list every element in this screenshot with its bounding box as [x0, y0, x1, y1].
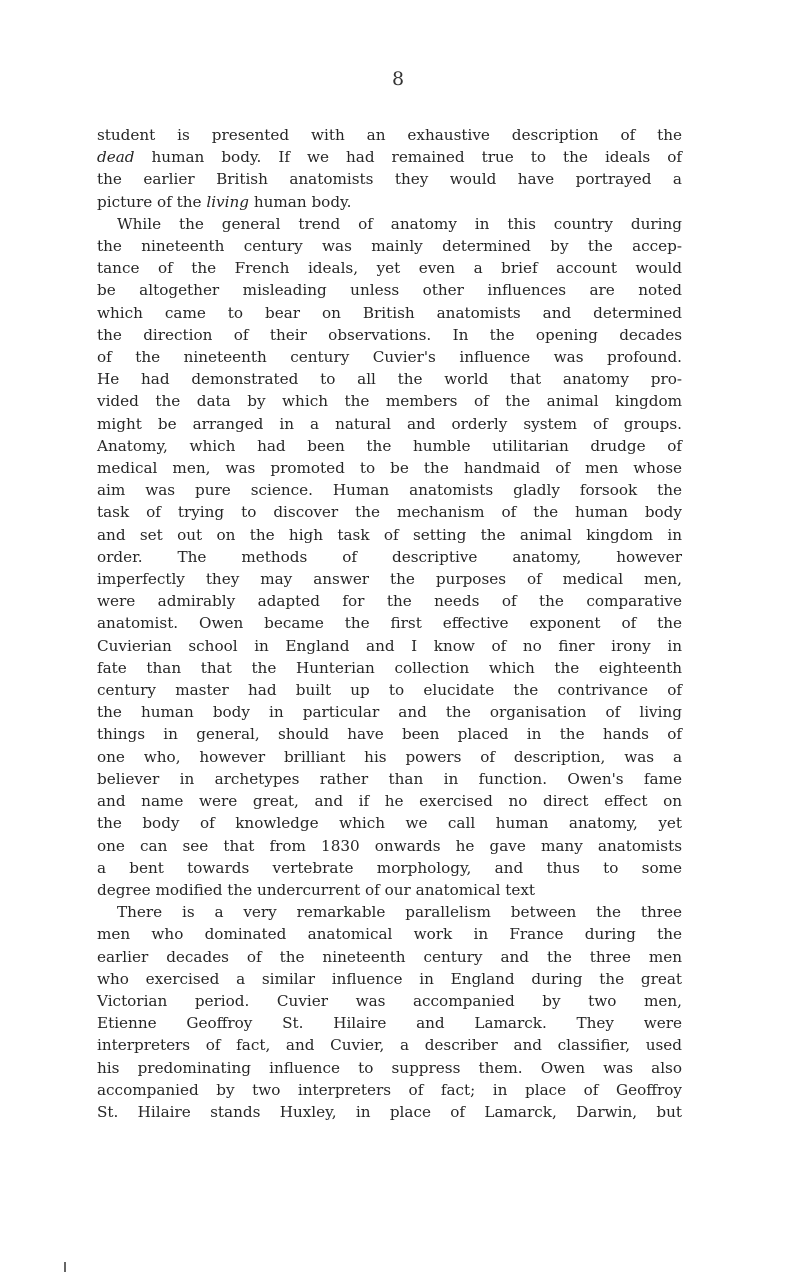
- margin-mark: [64, 1262, 66, 1272]
- text-line: He had demonstrated to all the world that anatomy pro-: [97, 370, 682, 389]
- text-line: degree modified the undercurrent of our anatomical text: [97, 880, 536, 899]
- text-line: task of trying to discover the mechanism of the human body: [97, 503, 682, 522]
- text-line: the human body in particular and the organisation of living: [97, 703, 682, 722]
- text-line: tance of the French ideals, yet even a brief account would: [97, 259, 682, 278]
- text-line: century master had built up to elucidate the contrivance of: [97, 681, 682, 700]
- text-line: one who, however brilliant his powers of description, was a: [97, 747, 682, 766]
- text-line: who exercised a similar influence in England during the great: [97, 969, 682, 988]
- text-line: earlier decades of the nineteenth century and the three men: [97, 947, 682, 966]
- text-line: medical men, was promoted to be the handmaid of men whose: [97, 459, 682, 478]
- body-text: [97, 124, 682, 1123]
- text-line: be altogether misleading unless other influences are noted: [97, 281, 682, 300]
- text-line: were admirably adapted for the needs of the comparative: [97, 592, 682, 611]
- text-line: Victorian period. Cuvier was accompanied by two men,: [97, 991, 682, 1010]
- text-line: order. The methods of descriptive anatomy, however: [97, 547, 682, 566]
- text-line: accompanied by two interpreters of fact; in place of Geoffroy: [97, 1080, 682, 1099]
- text-line: student is presented with an exhaustive description of the: [97, 126, 682, 144]
- text-line: might be arranged in a natural and orderly system of groups.: [97, 414, 682, 433]
- paragraph-2: [97, 213, 682, 901]
- text-line: imperfectly they may answer the purposes of medical men,: [97, 570, 682, 589]
- emphasis-dead: dead: [97, 148, 135, 167]
- text-line: and name were great, and if he exercised no direct effect on: [97, 792, 682, 811]
- text-line: Etienne Geoffroy St. Hilaire and Lamarck. They were: [97, 1014, 682, 1033]
- text-line: one can see that from 1830 onwards he gave many anatomists: [97, 836, 682, 855]
- text-line: of the nineteenth century Cuvier's influence was profound.: [97, 348, 682, 367]
- text-line: the body of knowledge which we call human anatomy, yet: [97, 814, 682, 833]
- text-line: fate than that the Hunterian collection which the eighteenth: [97, 658, 682, 677]
- text-line: the direction of their observations. In the opening decades: [97, 325, 682, 344]
- text-span: picture of the: [97, 192, 207, 211]
- text-line: which came to bear on British anatomists and determined: [97, 303, 682, 322]
- text-line: While the general trend of anatomy in this country during: [117, 214, 682, 233]
- text-line: things in general, should have been placed in the hands of: [97, 725, 682, 744]
- text-line: men who dominated anatomical work in France during the: [97, 925, 682, 944]
- paragraph-3: [97, 901, 682, 1123]
- text-span: human body. If we had remained true to the ideals of: [134, 148, 682, 167]
- text-line: aim was pure science. Human anatomists gladly forsook the: [97, 481, 682, 500]
- text-line: a bent towards vertebrate morphology, and thus to some: [97, 858, 682, 877]
- text-line: vided the data by which the members of the animal kingdom: [97, 392, 682, 411]
- text-line: There is a very remarkable parallelism between the three: [117, 903, 682, 922]
- text-span: human body.: [249, 192, 352, 211]
- text-line: believer in archetypes rather than in function. Owen's fame: [97, 769, 682, 788]
- text-line: the nineteenth century was mainly determined by the accep-: [97, 237, 682, 256]
- text-line: St. Hilaire stands Huxley, in place of Lamarck, Darwin, but: [97, 1102, 682, 1121]
- text-line: Anatomy, which had been the humble utilitarian drudge of: [97, 436, 682, 455]
- text-line: the earlier British anatomists they would have portrayed a: [97, 170, 682, 189]
- text-line: and set out on the high task of setting the animal kingdom in: [97, 525, 682, 544]
- text-line: interpreters of fact, and Cuvier, a describer and classifier, used: [97, 1036, 682, 1055]
- text-line: [97, 191, 682, 213]
- page-number: 8: [392, 68, 405, 90]
- text-line: anatomist. Owen became the first effective exponent of the: [97, 614, 682, 633]
- emphasis-living: living: [206, 192, 249, 211]
- paragraph-1: [97, 124, 682, 213]
- text-line: [97, 146, 682, 168]
- text-line: Cuvierian school in England and I know of no finer irony in: [97, 636, 682, 655]
- text-line: his predominating influence to suppress them. Owen was also: [97, 1058, 682, 1077]
